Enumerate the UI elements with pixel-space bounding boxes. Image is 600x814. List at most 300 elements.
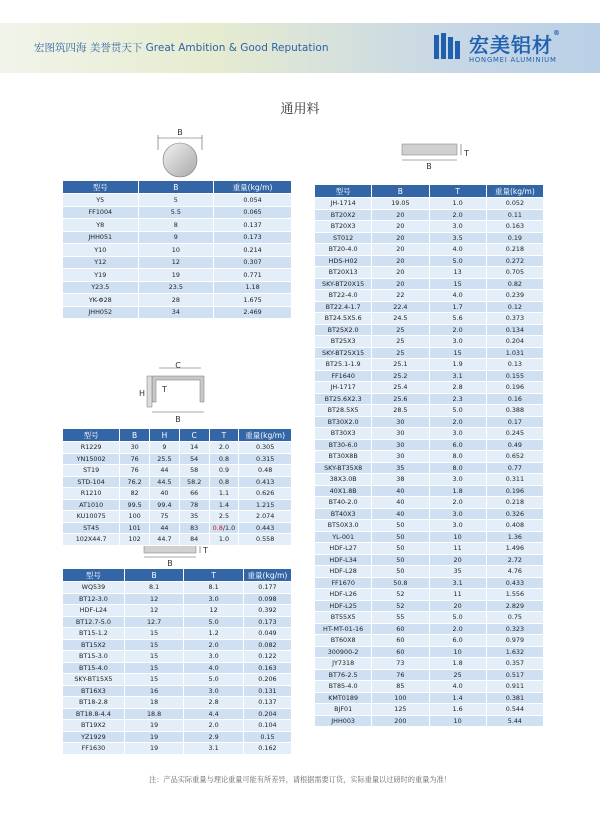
table-row [315, 497, 544, 509]
table-cell: 0.11 [486, 209, 543, 221]
table-row [315, 520, 544, 532]
table-cell: 300900-2 [315, 646, 372, 658]
table-cell: 3.0 [429, 474, 486, 486]
table-cell: BT22.4-1.7 [315, 301, 372, 313]
table-cell: YZ1929 [63, 731, 125, 743]
table-cell: BT15X2 [63, 639, 125, 651]
table-cell: 1.632 [486, 646, 543, 658]
table-cell: 0.173 [214, 231, 292, 244]
table-row [315, 589, 544, 601]
table-cell: 5.0 [184, 616, 244, 628]
table-row [63, 476, 292, 488]
table-row [315, 209, 544, 221]
table-cell: BT76-2.5 [315, 669, 372, 681]
table-row [63, 219, 292, 232]
table-cell: 0.392 [243, 605, 291, 617]
table-cell: 0.052 [486, 198, 543, 210]
table-cell: 19 [124, 731, 184, 743]
table-cell: 83 [179, 522, 209, 534]
table-cell: SKY-BT25X15 [315, 347, 372, 359]
table-row [315, 681, 544, 693]
table-cell: 1.4 [429, 692, 486, 704]
table-cell: 2.0 [429, 497, 486, 509]
table-cell: 1.18 [214, 281, 292, 294]
table-cell: 75 [150, 511, 180, 523]
flat-bar-table-right [314, 184, 544, 727]
table-row [63, 534, 292, 546]
table-cell: 5.0 [429, 255, 486, 267]
table-cell: 25 [429, 669, 486, 681]
table-cell: 1.556 [486, 589, 543, 601]
table-cell: 60 [372, 646, 429, 658]
table-cell: 0.17 [486, 416, 543, 428]
table-cell: KMT0189 [315, 692, 372, 704]
round-bar-table [62, 180, 292, 319]
channel-table [62, 428, 292, 546]
table-cell: SKY-BT20X15 [315, 278, 372, 290]
channel-h-label: H [139, 389, 146, 398]
table-cell: 20 [372, 278, 429, 290]
table-cell: 1.2 [184, 628, 244, 640]
table-cell: 25.6 [372, 393, 429, 405]
table-cell: BT16X3 [63, 685, 125, 697]
table-cell: 28.5 [372, 405, 429, 417]
table-cell: Y23.5 [63, 281, 139, 294]
table-row [315, 704, 544, 716]
table-row [315, 382, 544, 394]
table-cell: ST012 [315, 232, 372, 244]
table-cell: 0.652 [486, 451, 543, 463]
table-cell: 0.408 [486, 520, 543, 532]
table-cell: BT15-1.2 [63, 628, 125, 640]
table-cell: 12.7 [124, 616, 184, 628]
table-cell: 3.1 [429, 370, 486, 382]
table-cell: 8.0 [429, 462, 486, 474]
table-cell: 50 [372, 554, 429, 566]
table-cell: 2.0 [429, 623, 486, 635]
channel-header-b: B [120, 429, 150, 442]
table-cell: YK-Φ28 [63, 294, 139, 307]
channel-c-label: C [175, 362, 181, 370]
table-row [63, 743, 292, 755]
table-cell: 38X3.0B [315, 474, 372, 486]
table-cell: 0.196 [486, 485, 543, 497]
table-cell: 66 [179, 488, 209, 500]
table-cell: HDS-H02 [315, 255, 372, 267]
table-cell: BT25.1-1.9 [315, 359, 372, 371]
table-cell: 54 [179, 453, 209, 465]
table-row [315, 347, 544, 359]
table-cell: 8 [138, 219, 214, 232]
table-row [315, 221, 544, 233]
flat-right-header-model: 型号 [315, 185, 372, 198]
table-cell: 40X1.8B [315, 485, 372, 497]
channel-b-label: B [175, 415, 181, 424]
table-cell: SKY-BT35X8 [315, 462, 372, 474]
table-row [315, 244, 544, 256]
table-cell: JY7318 [315, 658, 372, 670]
table-cell: 0.15 [243, 731, 291, 743]
hongmei-logo-icon [433, 31, 463, 61]
table-row [63, 605, 292, 617]
table-cell: SKY-BT15X5 [63, 674, 125, 686]
table-row [315, 301, 544, 313]
table-cell: 0.413 [239, 476, 292, 488]
table-cell: 30 [120, 442, 150, 454]
table-cell: FF1670 [315, 577, 372, 589]
table-cell: 50 [372, 520, 429, 532]
table-cell: 35 [179, 511, 209, 523]
table-cell: 50 [372, 531, 429, 543]
channel-header-model: 型号 [63, 429, 120, 442]
table-cell: 15 [124, 639, 184, 651]
table-cell: 0.16 [486, 393, 543, 405]
table-cell: 58 [179, 465, 209, 477]
flat-bar-diagram-right [398, 140, 478, 174]
table-row [63, 685, 292, 697]
table-cell: 0.77 [486, 462, 543, 474]
table-cell: FF1640 [315, 370, 372, 382]
table-cell: 25.1 [372, 359, 429, 371]
table-cell: 20 [372, 255, 429, 267]
table-cell: 1.496 [486, 543, 543, 555]
table-cell: 1.8 [429, 485, 486, 497]
table-cell: Y8 [63, 219, 139, 232]
table-cell: 0.517 [486, 669, 543, 681]
table-cell: 100 [120, 511, 150, 523]
table-cell: 0.155 [486, 370, 543, 382]
table-cell: 0.311 [486, 474, 543, 486]
table-cell: 11 [429, 589, 486, 601]
table-cell: BT18.8-4.4 [63, 708, 125, 720]
table-row [63, 593, 292, 605]
flat-right-header-b: B [372, 185, 429, 198]
table-cell: 2.8 [184, 697, 244, 709]
flat-bar-right-t-label: T [464, 149, 469, 158]
table-cell: BT12.7-5.0 [63, 616, 125, 628]
header-banner [0, 23, 600, 73]
table-cell: 1.0 [209, 534, 239, 546]
table-cell: 44.7 [150, 534, 180, 546]
table-cell: 12 [124, 605, 184, 617]
table-cell: BT28.5X5 [315, 405, 372, 417]
table-row [315, 623, 544, 635]
table-cell: 0.75 [486, 612, 543, 624]
table-cell: FF1630 [63, 743, 125, 755]
table-cell: 0.177 [243, 582, 291, 594]
table-cell: 0.305 [239, 442, 292, 454]
flat-bar-table-left [62, 568, 292, 755]
table-cell: 0.12 [486, 301, 543, 313]
table-cell: 9 [150, 442, 180, 454]
table-row [315, 267, 544, 279]
table-cell: 0.162 [243, 743, 291, 755]
table-cell: 1.031 [486, 347, 543, 359]
flat-left-header-t: T [184, 569, 244, 582]
table-cell: 20 [429, 600, 486, 612]
table-cell: FF1004 [63, 206, 139, 219]
table-cell: 25.2 [372, 370, 429, 382]
table-cell: 0.204 [243, 708, 291, 720]
table-cell: 0.245 [486, 428, 543, 440]
table-cell: 76 [120, 465, 150, 477]
table-cell: 55 [372, 612, 429, 624]
table-row [63, 639, 292, 651]
flat-left-header-model: 型号 [63, 569, 125, 582]
table-cell: 6.0 [429, 439, 486, 451]
table-cell: BT60X8 [315, 635, 372, 647]
table-cell: 0.315 [239, 453, 292, 465]
table-cell: 30 [372, 416, 429, 428]
table-cell: 0.373 [486, 313, 543, 325]
table-cell: 4.0 [429, 290, 486, 302]
table-cell: YL-001 [315, 531, 372, 543]
table-row [315, 566, 544, 578]
table-cell: 200 [372, 715, 429, 727]
round-bar-diagram [155, 126, 205, 178]
table-cell: 19.05 [372, 198, 429, 210]
table-cell: 0.13 [486, 359, 543, 371]
table-cell: 78 [179, 499, 209, 511]
table-cell: BT15-3.0 [63, 651, 125, 663]
table-cell: 73 [372, 658, 429, 670]
table-cell: 0.173 [243, 616, 291, 628]
table-cell: ST45 [63, 522, 120, 534]
table-cell: 58.2 [179, 476, 209, 488]
table-cell: R1210 [63, 488, 120, 500]
table-cell: 3.1 [184, 743, 244, 755]
table-cell: 52 [372, 600, 429, 612]
table-cell: BT55X5 [315, 612, 372, 624]
slogan: 宏图筑四海 美誉贯天下 Great Ambition & Good Reputation [34, 42, 329, 54]
table-cell: 30 [372, 428, 429, 440]
table-cell: 0.558 [239, 534, 292, 546]
table-cell: 5.0 [429, 405, 486, 417]
table-row [63, 522, 292, 534]
table-cell: AT1010 [63, 499, 120, 511]
table-cell: 12 [184, 605, 244, 617]
table-cell: 15 [124, 628, 184, 640]
table-cell: 2.829 [486, 600, 543, 612]
table-cell: 12 [138, 256, 214, 269]
table-cell: YN15002 [63, 453, 120, 465]
flat-left-header-weight: 重量(kg/m) [243, 569, 291, 582]
table-row [315, 715, 544, 727]
table-cell: 0.307 [214, 256, 292, 269]
table-cell: 0.8 [209, 476, 239, 488]
table-cell: 0.065 [214, 206, 292, 219]
table-cell: BT12-3.0 [63, 593, 125, 605]
table-row [63, 269, 292, 282]
table-cell: 10 [429, 646, 486, 658]
footnote: 注：产品实际重量与理论重量可能有所差异，请根据需要订货，实际重量以过磅时的重量为准！ [149, 775, 451, 784]
table-cell: 1.675 [214, 294, 292, 307]
table-cell: 2.074 [239, 511, 292, 523]
table-cell: 85 [372, 681, 429, 693]
st45-t-suffix: /1.0 [222, 523, 236, 532]
page-title: 通用料 [280, 102, 320, 117]
table-cell: 20 [372, 244, 429, 256]
table-cell: 0.049 [243, 628, 291, 640]
table-cell: 0.272 [486, 255, 543, 267]
table-cell: 14 [179, 442, 209, 454]
table-row [315, 474, 544, 486]
table-cell: 0.9 [209, 465, 239, 477]
table-row [63, 488, 292, 500]
table-cell: 9 [138, 231, 214, 244]
table-cell: BT20X13 [315, 267, 372, 279]
table-cell: 84 [179, 534, 209, 546]
table-row [315, 198, 544, 210]
table-cell: 5 [138, 194, 214, 207]
table-cell: 102X44.7 [63, 534, 120, 546]
table-cell: 0.218 [486, 497, 543, 509]
table-row [315, 635, 544, 647]
table-cell: 18.8 [124, 708, 184, 720]
table-cell: 20 [372, 209, 429, 221]
table-cell: 4.0 [184, 662, 244, 674]
table-cell: Y12 [63, 256, 139, 269]
round-header-b: B [138, 181, 214, 194]
table-cell: 50.8 [372, 577, 429, 589]
table-cell: 15 [429, 347, 486, 359]
table-cell: BT30X3 [315, 428, 372, 440]
table-cell: HDF-L34 [315, 554, 372, 566]
table-cell: BT40X3 [315, 508, 372, 520]
table-cell: 4.4 [184, 708, 244, 720]
table-cell: 30 [372, 451, 429, 463]
table-cell: BT24.5X5.6 [315, 313, 372, 325]
table-cell: HDF-L28 [315, 566, 372, 578]
table-cell: 0.911 [486, 681, 543, 693]
table-cell: 35 [372, 462, 429, 474]
table-cell: 44 [150, 522, 180, 534]
table-cell: 2.3 [429, 393, 486, 405]
table-cell: 0.8 [209, 453, 239, 465]
flat-right-header-t: T [429, 185, 486, 198]
flat-bar-right-b-label: B [426, 162, 432, 171]
table-row [63, 256, 292, 269]
table-cell: BT40-2.0 [315, 497, 372, 509]
table-cell: 0.137 [214, 219, 292, 232]
table-cell: 0.214 [214, 244, 292, 257]
table-cell: 22.4 [372, 301, 429, 313]
table-cell: 15 [124, 674, 184, 686]
table-cell: 1.215 [239, 499, 292, 511]
table-row [63, 697, 292, 709]
table-cell: 13 [429, 267, 486, 279]
round-bar-b-label: B [177, 128, 183, 137]
table-cell: 40 [150, 488, 180, 500]
table-cell: 5.44 [486, 715, 543, 727]
table-cell: 0.163 [243, 662, 291, 674]
table-cell: Y5 [63, 194, 139, 207]
table-cell: 0.544 [486, 704, 543, 716]
table-row [63, 731, 292, 743]
brand-name-cn: 宏美铝材® [469, 29, 561, 57]
table-cell: 19 [124, 720, 184, 732]
table-cell: WQ539 [63, 582, 125, 594]
table-cell: BT30X2.0 [315, 416, 372, 428]
table-cell: 1.6 [429, 704, 486, 716]
table-row [63, 651, 292, 663]
table-cell: 1.8 [429, 658, 486, 670]
table-cell: BT20X3 [315, 221, 372, 233]
table-row [315, 336, 544, 348]
table-cell: 3.1 [429, 577, 486, 589]
table-cell: 76.2 [120, 476, 150, 488]
table-cell: 0.054 [214, 194, 292, 207]
table-cell: 0.357 [486, 658, 543, 670]
table-row [63, 662, 292, 674]
table-cell: HDF-L27 [315, 543, 372, 555]
table-cell: 1.9 [429, 359, 486, 371]
table-cell: 2.72 [486, 554, 543, 566]
table-cell: 0.098 [243, 593, 291, 605]
table-row [315, 462, 544, 474]
table-cell: 15 [429, 278, 486, 290]
table-cell: 99.5 [120, 499, 150, 511]
brand-logo [433, 27, 573, 71]
table-row [315, 313, 544, 325]
table-row [315, 439, 544, 451]
table-cell: 35 [429, 566, 486, 578]
table-cell: 10 [429, 531, 486, 543]
table-cell: 24.5 [372, 313, 429, 325]
table-cell: 40 [372, 497, 429, 509]
table-row [63, 294, 292, 307]
table-row [315, 370, 544, 382]
flat-left-header-b: B [124, 569, 184, 582]
table-cell: 16 [124, 685, 184, 697]
round-header-model: 型号 [63, 181, 139, 194]
table-row [63, 708, 292, 720]
table-cell: JHH051 [63, 231, 139, 244]
table-cell: 15 [124, 651, 184, 663]
table-row [315, 485, 544, 497]
flat-right-header-weight: 重量(kg/m) [486, 185, 543, 198]
table-cell: 76 [372, 669, 429, 681]
table-row [315, 612, 544, 624]
table-cell: 40 [372, 485, 429, 497]
table-cell: 8.1 [184, 582, 244, 594]
table-cell: 0.131 [243, 685, 291, 697]
channel-header-c: C [179, 429, 209, 442]
table-cell: 5.5 [138, 206, 214, 219]
table-cell: BT25.6X2.3 [315, 393, 372, 405]
table-cell: JH-1717 [315, 382, 372, 394]
table-row [315, 646, 544, 658]
table-row [63, 499, 292, 511]
table-cell: 52 [372, 589, 429, 601]
table-row [315, 669, 544, 681]
table-cell: BJF01 [315, 704, 372, 716]
table-cell: 0.163 [486, 221, 543, 233]
table-cell: KU10075 [63, 511, 120, 523]
table-row [315, 405, 544, 417]
table-cell: 60 [372, 635, 429, 647]
table-cell: 5.0 [184, 674, 244, 686]
table-cell: 19 [138, 269, 214, 282]
table-cell: Y10 [63, 244, 139, 257]
table-row [63, 453, 292, 465]
table-cell: 0.218 [486, 244, 543, 256]
table-row [315, 554, 544, 566]
table-row [315, 531, 544, 543]
table-cell: 20 [372, 221, 429, 233]
table-cell: 2.0 [184, 720, 244, 732]
table-row [315, 543, 544, 555]
